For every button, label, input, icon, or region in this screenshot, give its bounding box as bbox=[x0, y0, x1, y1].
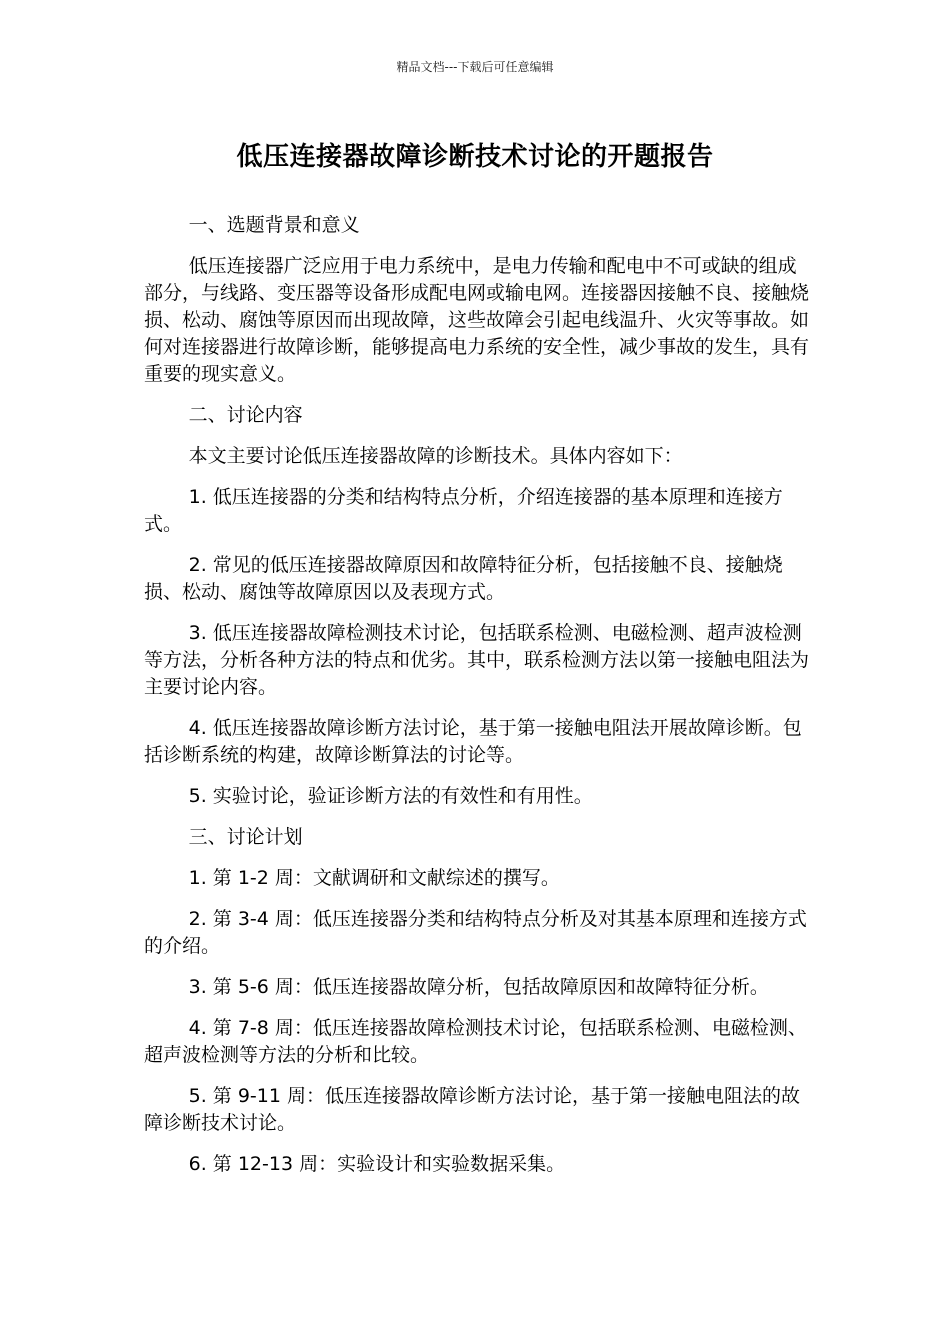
plan-item-3: 3. 第 5-6 周：低压连接器故障分析，包括故障原因和故障特征分析。 bbox=[188, 976, 769, 998]
plan-item-1: 1. 第 1-2 周：文献调研和文献综述的撰写。 bbox=[188, 867, 560, 889]
header-note: 精品文档---下载后可任意编辑 bbox=[396, 60, 554, 74]
section-heading-background: 一、选题背景和意义 bbox=[188, 214, 360, 236]
content-item-1: 1. 低压连接器的分类和结构特点分析，介绍连接器的基本原理和连接方式。 bbox=[144, 486, 783, 535]
content-item-4: 4. 低压连接器故障诊断方法讨论，基于第一接触电阻法开展故障诊断。包括诊断系统的构建，故障诊断算法的讨论等。 bbox=[144, 717, 802, 766]
plan-item-2: 2. 第 3-4 周：低压连接器分类和结构特点分析及对其基本原理和连接方式的介绍。 bbox=[144, 908, 807, 957]
document-title: 低压连接器故障诊断技术讨论的开题报告 bbox=[236, 142, 714, 172]
content-item-3: 3. 低压连接器故障检测技术讨论，包括联系检测、电磁检测、超声波检测等方法，分析各种方法的特点和优劣。其中，联系检测方法以第一接触电阻法为主要讨论内容。 bbox=[144, 622, 810, 698]
plan-item-6: 6. 第 12-13 周：实验设计和实验数据采集。 bbox=[188, 1153, 566, 1175]
paragraph-content-intro: 本文主要讨论低压连接器故障的诊断技术。具体内容如下： bbox=[188, 445, 683, 467]
content-item-5: 5. 实验讨论，验证诊断方法的有效性和有用性。 bbox=[188, 785, 593, 807]
document-body bbox=[144, 212, 812, 1192]
section-heading-plan: 三、讨论计划 bbox=[188, 826, 303, 848]
plan-item-5: 5. 第 9-11 周：低压连接器故障诊断方法讨论，基于第一接触电阻法的故障诊断技术讨论。 bbox=[144, 1085, 801, 1134]
section-heading-content: 二、讨论内容 bbox=[188, 404, 303, 426]
content-item-2: 2. 常见的低压连接器故障原因和故障特征分析，包括接触不良、接触烧损、松动、腐蚀等故障原因以及表现方式。 bbox=[144, 554, 783, 603]
paragraph-background: 低压连接器广泛应用于电力系统中，是电力传输和配电中不可或缺的组成部分，与线路、变压器等设备形成配电网或输电网。连接器因接触不良、接触烧损、松动、腐蚀等原因而出现故障，这些故障会引起电线温升、火灾等事故。如何对连接器进行故障诊断，能够提高电力系统的安全性，减少事故的发生，具有重要的现实意义。 bbox=[144, 255, 810, 385]
plan-item-4: 4. 第 7-8 周：低压连接器故障检测技术讨论，包括联系检测、电磁检测、超声波检测等方法的分析和比较。 bbox=[144, 1017, 807, 1066]
